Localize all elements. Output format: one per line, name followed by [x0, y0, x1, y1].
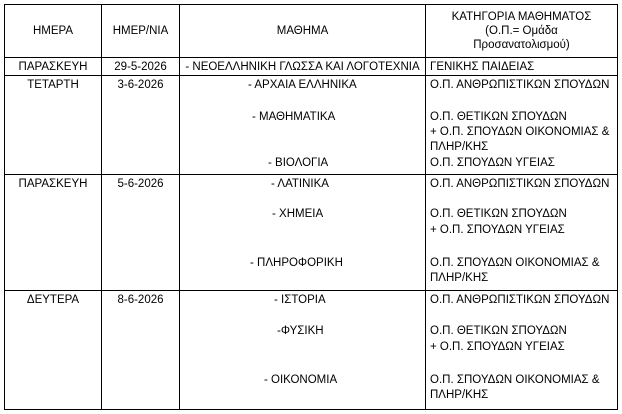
category-item: Ο.Π. ΣΠΟΥΔΩΝ ΟΙΚΟΝΟΜΙΑΣ & — [430, 256, 600, 269]
header-subject: ΜΑΘΗΜΑ — [180, 5, 426, 58]
category-cell — [426, 75, 618, 174]
category-item: + Ο.Π. ΣΠΟΥΔΩΝ ΥΓΕΙΑΣ — [430, 340, 565, 353]
date-cell: 5-6-2026 — [102, 174, 180, 290]
category-cell: ΓΕΝΙΚΗΣ ΠΑΙΔΕΙΑΣ — [426, 58, 618, 75]
table-row — [5, 75, 618, 174]
table-row — [5, 290, 618, 409]
category-item: Ο.Π. ΑΝΘΡΩΠΙΣΤΙΚΩΝ ΣΠΟΥΔΩΝ — [430, 177, 610, 190]
date-cell: 29-5-2026 — [102, 58, 180, 75]
subject-cell — [180, 75, 426, 174]
subject-item: - ΜΑΘΗΜΑΤΙΚΑ — [252, 110, 336, 123]
category-item: Ο.Π. ΑΝΘΡΩΠΙΣΤΙΚΩΝ ΣΠΟΥΔΩΝ — [430, 293, 610, 306]
category-item: Ο.Π. ΘΕΤΙΚΩΝ ΣΠΟΥΔΩΝ — [430, 207, 567, 220]
category-item: Ο.Π. ΘΕΤΙΚΩΝ ΣΠΟΥΔΩΝ — [430, 324, 567, 337]
category-item: ΠΛΗΡ/ΚΗΣ — [430, 140, 489, 153]
category-item: Ο.Π. ΑΝΘΡΩΠΙΣΤΙΚΩΝ ΣΠΟΥΔΩΝ — [430, 78, 610, 91]
subject-cell: - ΝΕΟΕΛΛΗΝΙΚΗ ΓΛΩΣΣΑ ΚΑΙ ΛΟΓΟΤΕΧΝΙΑ — [180, 58, 426, 75]
date-cell: 3-6-2026 — [102, 75, 180, 174]
subject-item: -ΦΥΣΙΚΗ — [277, 324, 324, 337]
subject-item: - ΑΡΧΑΙΑ ΕΛΛΗΝΙΚΑ — [248, 78, 357, 91]
day-cell: ΠΑΡΑΣΚΕΥΗ — [5, 58, 102, 75]
subject-item: - ΒΙΟΛΟΓΙΑ — [268, 156, 329, 169]
subject-item: - ΙΣΤΟΡΙΑ — [274, 293, 326, 306]
subject-item: - ΟΙΚΟΝΟΜΙΑ — [264, 373, 338, 386]
day-cell: ΤΕΤΑΡΤΗ — [5, 75, 102, 174]
header-date: ΗΜΕΡ/ΝΙΑ — [102, 5, 180, 58]
category-item: Ο.Π. ΣΠΟΥΔΩΝ ΟΙΚΟΝΟΜΙΑΣ & — [430, 373, 600, 386]
subject-item: - ΧΗΜΕΙΑ — [272, 207, 324, 220]
table-row — [5, 174, 618, 290]
subject-cell — [180, 174, 426, 290]
category-item: + Ο.Π. ΣΠΟΥΔΩΝ ΥΓΕΙΑΣ — [430, 223, 565, 236]
category-item: Ο.Π. ΣΠΟΥΔΩΝ ΥΓΕΙΑΣ — [430, 156, 555, 169]
category-item: Ο.Π. ΘΕΤΙΚΩΝ ΣΠΟΥΔΩΝ — [430, 110, 567, 123]
category-cell — [426, 174, 618, 290]
category-item: ΠΛΗΡ/ΚΗΣ — [430, 271, 489, 284]
category-cell — [426, 290, 618, 409]
header-category-line: Προσανατολισμού) — [473, 39, 570, 52]
table-header-row — [5, 5, 618, 58]
subject-cell — [180, 290, 426, 409]
exam-schedule-table — [4, 4, 618, 410]
day-cell: ΔΕΥΤΕΡΑ — [5, 290, 102, 409]
header-category-line: (Ο.Π.= Ομάδα — [485, 25, 558, 38]
header-day: ΗΜΕΡΑ — [5, 5, 102, 58]
header-category — [426, 5, 618, 58]
subject-item: - ΛΑΤΙΝΙΚΑ — [271, 177, 329, 190]
date-cell: 8-6-2026 — [102, 290, 180, 409]
table-row — [5, 58, 618, 75]
category-item: + Ο.Π. ΣΠΟΥΔΩΝ ΟΙΚΟΝΟΜΙΑΣ & — [430, 125, 610, 138]
category-item: ΠΛΗΡ/ΚΗΣ — [430, 388, 489, 401]
day-cell: ΠΑΡΑΣΚΕΥΗ — [5, 174, 102, 290]
header-category-line: ΚΑΤΗΓΟΡΙΑ ΜΑΘΗΜΑΤΟΣ — [451, 11, 592, 24]
subject-item: - ΠΛΗΡΟΦΟΡΙΚΗ — [250, 256, 343, 269]
